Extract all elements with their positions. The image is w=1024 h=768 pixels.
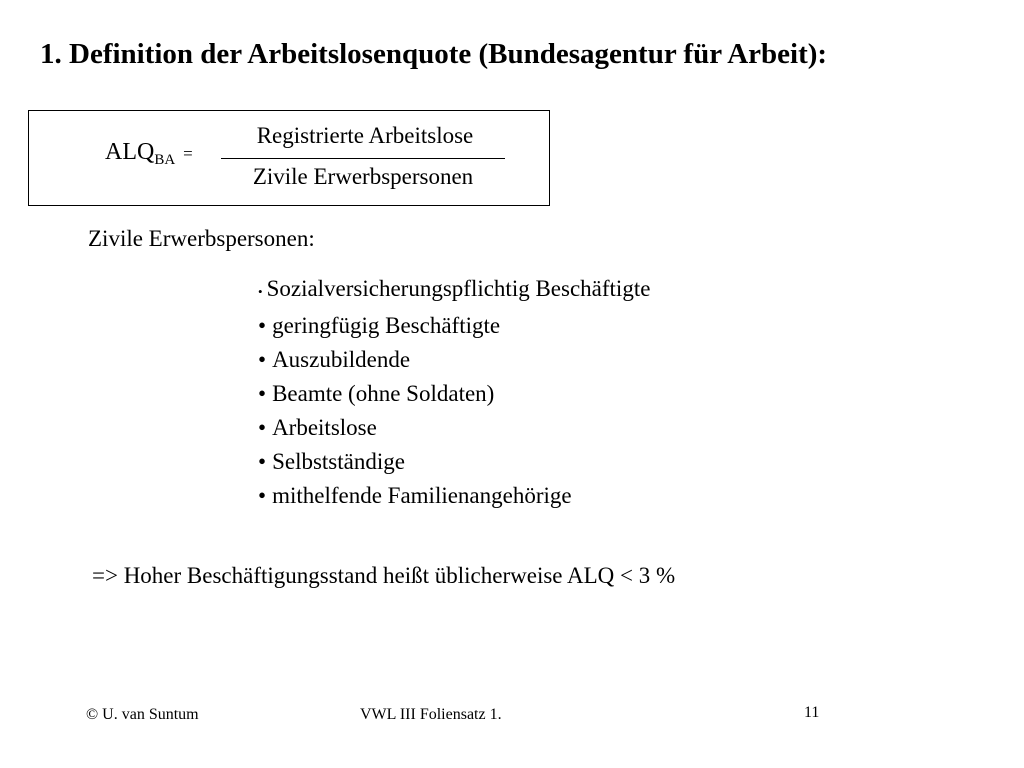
bullet-icon: •: [258, 313, 267, 338]
list-item: [258, 479, 650, 513]
list-item-text: geringfügig Beschäftigte: [272, 313, 501, 338]
bullet-icon: •: [258, 483, 267, 508]
list-item-text: mithelfende Familienangehörige: [272, 483, 572, 508]
list-item: [258, 309, 650, 343]
formula-lhs-main: ALQ: [105, 139, 155, 165]
subheading: Zivile Erwerbspersonen:: [88, 226, 315, 251]
list-item: [258, 445, 650, 479]
formula-box: [28, 110, 550, 206]
formula-equals-sign: =: [183, 144, 193, 163]
list-item: [258, 272, 650, 309]
fraction-line: [221, 158, 505, 159]
list-item: [258, 343, 650, 377]
list-item-text: Selbstständige: [272, 449, 405, 474]
formula-lhs-subscript: BA: [154, 152, 176, 168]
list-item-text: Beamte (ohne Soldaten): [272, 381, 495, 406]
formula-denominator: Zivile Erwerbspersonen: [252, 164, 474, 189]
list-item-text: Arbeitslose: [272, 415, 377, 440]
list-item: [258, 377, 650, 411]
bullet-icon: •: [258, 284, 263, 299]
footer-author: © U. van Suntum: [86, 706, 199, 723]
conclusion-text: => Hoher Beschäftigungsstand heißt üblicherweise ALQ < 3 %: [92, 563, 676, 588]
list-item-text: Sozialversicherungspflichtig Beschäftigte: [266, 276, 651, 301]
list-item: [258, 411, 650, 445]
bullet-icon: •: [258, 381, 267, 406]
bullet-icon: •: [258, 449, 267, 474]
bullet-icon: •: [258, 347, 267, 372]
footer-page-number: 11: [804, 704, 820, 721]
list-item-text: Auszubildende: [272, 347, 411, 372]
formula-numerator: Registrierte Arbeitslose: [256, 123, 474, 148]
bullet-icon: •: [258, 415, 267, 440]
formula-lhs: [105, 139, 193, 166]
slide-title: 1. Definition der Arbeitslosenquote (Bundesagentur für Arbeit):: [40, 38, 828, 70]
footer-course-title: VWL III Foliensatz 1.: [360, 706, 502, 723]
bullet-list: [258, 272, 650, 513]
